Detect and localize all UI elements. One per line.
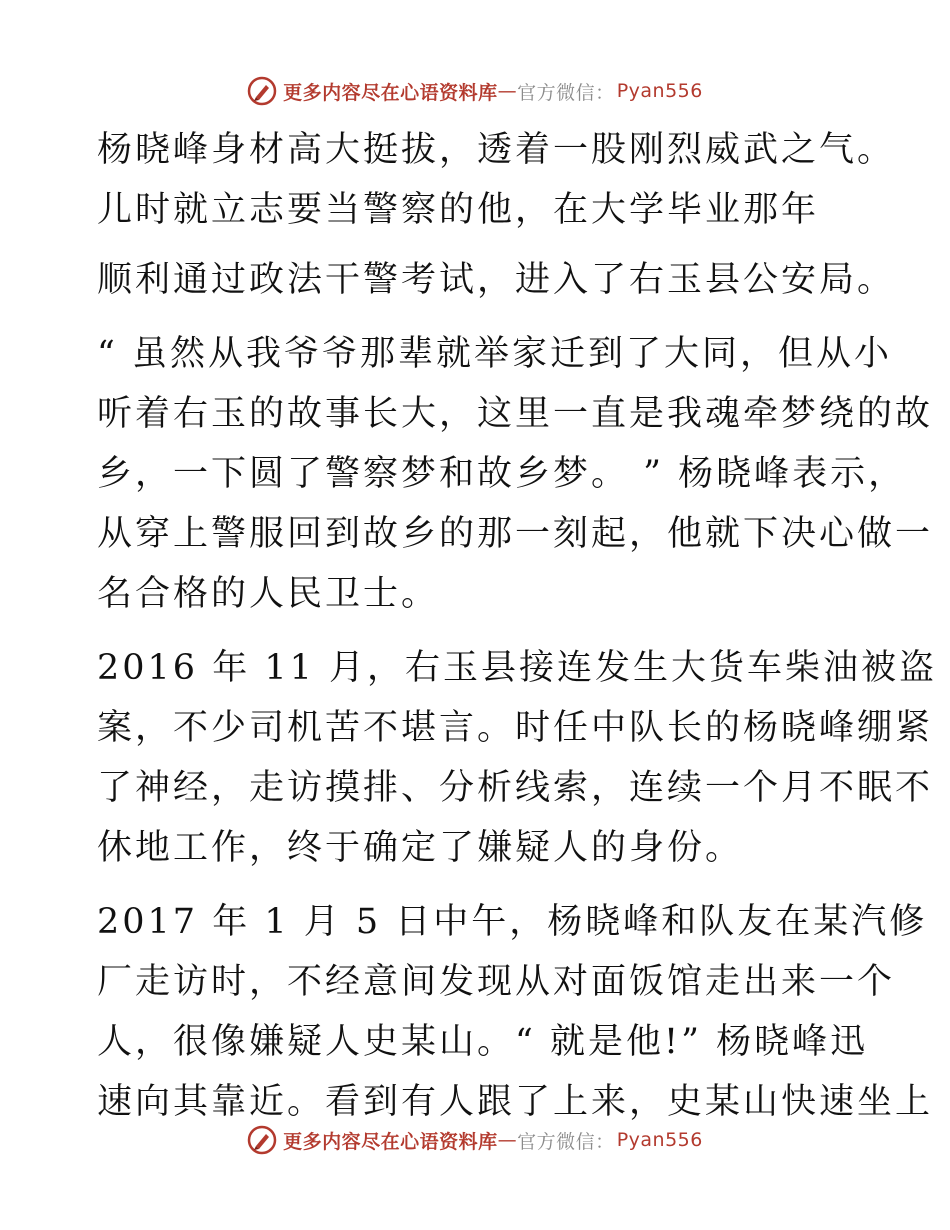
banner-wechat-id: Pyan556 — [616, 1129, 703, 1151]
banner-dash: — — [497, 1129, 518, 1151]
banner-wechat-label: 官方微信： — [517, 81, 615, 104]
text-line: 乡，一下圆了警察梦和故乡梦。 ” 杨晓峰表示， — [97, 454, 907, 494]
text-line: 人，很像嫌疑人史某山。“ 就是他!” 杨晓峰迅 — [97, 1022, 869, 1062]
banner-dash: — — [497, 80, 518, 102]
text-line: 速向其靠近。看到有人跟了上来，史某山快速坐上 — [97, 1082, 934, 1122]
text-line: “ 虽然从我爷爷那辈就举家迁到了大同，但从小 — [97, 334, 893, 374]
pen-logo-icon — [247, 76, 277, 106]
banner-wechat-id: Pyan556 — [616, 80, 703, 102]
text-line: 了神经，走访摸排、分析线索，连续一个月不眠不 — [97, 768, 934, 808]
banner-text: 更多内容尽在心语资料库 — [283, 81, 498, 104]
header-banner — [0, 71, 950, 111]
pen-logo-icon — [247, 1125, 277, 1155]
paragraph — [97, 250, 896, 310]
paragraph — [97, 638, 937, 878]
text-line: 从穿上警服回到故乡的那一刻起，他就下决心做一 — [97, 514, 934, 554]
text-line: 杨晓峰身材高大挺拔，透着一股刚烈威武之气。 — [97, 130, 896, 170]
paragraph — [97, 892, 934, 1132]
document-body — [97, 120, 937, 1132]
text-line: 顺利通过政法干警考试，进入了右玉县公安局。 — [97, 260, 896, 300]
text-line: 名合格的人民卫士。 — [97, 574, 440, 614]
paragraph — [97, 324, 934, 624]
banner-text: 更多内容尽在心语资料库 — [283, 1130, 498, 1153]
paragraph — [97, 120, 896, 240]
footer-banner — [0, 1120, 950, 1160]
text-line: 听着右玉的故事长大，这里一直是我魂牵梦绕的故 — [97, 394, 934, 434]
text-line: 2017 年 1 月 5 日中午，杨晓峰和队友在某汽修 — [97, 902, 928, 942]
text-line: 休地工作，终于确定了嫌疑人的身份。 — [97, 828, 744, 868]
banner-wechat-label: 官方微信： — [517, 1130, 615, 1153]
text-line: 厂走访时，不经意间发现从对面饭馆走出来一个 — [97, 962, 896, 1002]
text-line: 2016 年 11 月，右玉县接连发生大货车柴油被盗 — [97, 648, 937, 688]
text-line: 儿时就立志要当警察的他，在大学毕业那年 — [97, 190, 820, 230]
text-line: 案，不少司机苦不堪言。时任中队长的杨晓峰绷紧 — [97, 708, 934, 748]
